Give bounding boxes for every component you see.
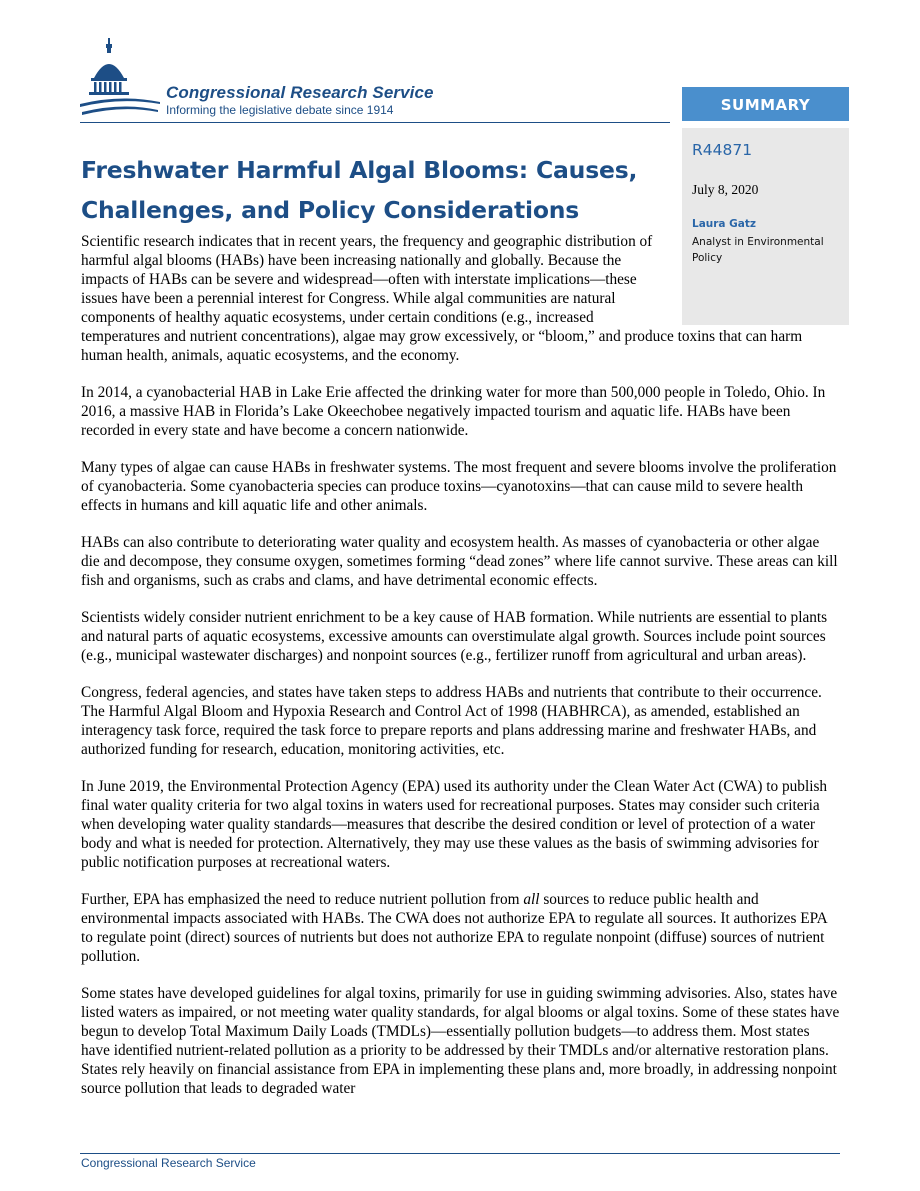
summary-label: SUMMARY (682, 87, 849, 121)
document-title: Freshwater Harmful Algal Blooms: Causes, Challenges, and Policy Considerations (81, 156, 638, 224)
report-number: R44871 (692, 141, 753, 159)
author-name: Laura Gatz (692, 218, 757, 230)
author-title: Analyst in Environmental Policy (692, 236, 824, 264)
paragraph: In June 2019, the Environmental Protection Agency (EPA) used its authority under the Clean Water Act (CWA) to publish final water quality criteria for two algal toxins in waters used for recreational purposes. States may consider such criteria when developing water quality standards—measures that describe the desired condition or level of protection of a water body and what is needed for protection. Alternatively, they may use these values as the basis of swimming advisories for public notification purposes at recreational waters. (81, 778, 828, 871)
org-name: Congressional Research Service (166, 83, 434, 102)
paragraph: In 2014, a cyanobacterial HAB in Lake Erie affected the drinking water for more than 500,000 people in Toledo, Ohio. In 2016, a massive HAB in Florida’s Lake Okeechobee negatively impacted tourism and aquatic life. HABs have been recorded in every state and have become a concern nationwide. (81, 384, 826, 439)
footer-divider (80, 1153, 840, 1154)
emphasis-all: all (523, 891, 540, 908)
org-tagline: Informing the legislative debate since 1914 (166, 103, 394, 117)
paragraph: HABs can also contribute to deteriorating water quality and ecosystem health. As masses of cyanobacteria or other algae die and decompose, they consume oxygen, sometimes forming “dead zones” where life cannot survive. These areas can kill fish and organisms, such as crabs and clams, and have detrimental economic effects. (81, 534, 838, 589)
summary-body (81, 232, 841, 1116)
header-divider (80, 122, 670, 123)
paragraph: Some states have developed guidelines for algal toxins, primarily for use in guiding swimming advisories. Also, states have listed waters as impaired, or not meeting water quality standards, for algal blooms or algal toxins. Some of these states have begun to develop Total Maximum Daily Loads (TMDLs)—essentially pollution budgets—to address them. Most states have identified nutrient-related pollution as a priority to be addressed by their TMDLs and/or alternative restoration plans. States rely heavily on financial assistance from EPA in implementing these plans and, more broadly, in addressing nonpoint source pollution that leads to degraded water (81, 985, 840, 1097)
paragraph: Many types of algae can cause HABs in freshwater systems. The most frequent and severe blooms involve the proliferation of cyanobacteria. Some cyanobacteria species can produce toxins—cyanotoxins—that can cause mild to severe health effects in humans and kill aquatic life and other animals. (81, 459, 837, 514)
paragraph: Further, EPA has emphasized the need to reduce nutrient pollution from all sources to reduce public health and environmental impacts associated with HABs. The CWA does not authorize EPA to regulate all sources. It authorizes EPA to regulate point (direct) sources of nutrients but does not authorize EPA to regulate nonpoint (diffuse) sources of nutrient pollution. (81, 891, 827, 965)
paragraph: Scientific research indicates that in recent years, the frequency and geographic distribution of harmful algal blooms (HABs) have been increasing nationally and globally. Because the impacts of HABs can be severe and widespread—often with interstate implications—these issues have been a perennial interest for Congress. While algal communities are natural components of healthy aquatic ecosystems, under certain conditions (e.g., increased temperatures and nutrient concentrations), algae may grow excessively, or “bloom,” and produce toxins that can harm human health, animals, aquatic ecosystems, and the economy. (81, 233, 803, 364)
capitol-dome-icon (80, 36, 160, 122)
paragraph: Scientists widely consider nutrient enrichment to be a key cause of HAB formation. While nutrients are essential to plants and natural parts of aquatic ecosystems, excessive amounts can overstimulate algal growth. Sources include point sources (e.g., municipal wastewater discharges) and nonpoint sources (e.g., fertilizer runoff from agricultural and urban areas). (81, 609, 828, 664)
crs-logo (80, 36, 480, 122)
paragraph: Congress, federal agencies, and states have taken steps to address HABs and nutrients that contribute to their occurrence. The Harmful Algal Bloom and Hypoxia Research and Control Act of 1998 (HABHRCA), as amended, established an interagency task force, required the task force to prepare reports and plans addressing marine and freshwater HABs, and authorized funding for research, education, monitoring activities, etc. (81, 684, 822, 758)
report-date: July 8, 2020 (692, 182, 759, 197)
footer-org-name: Congressional Research Service (81, 1156, 256, 1170)
